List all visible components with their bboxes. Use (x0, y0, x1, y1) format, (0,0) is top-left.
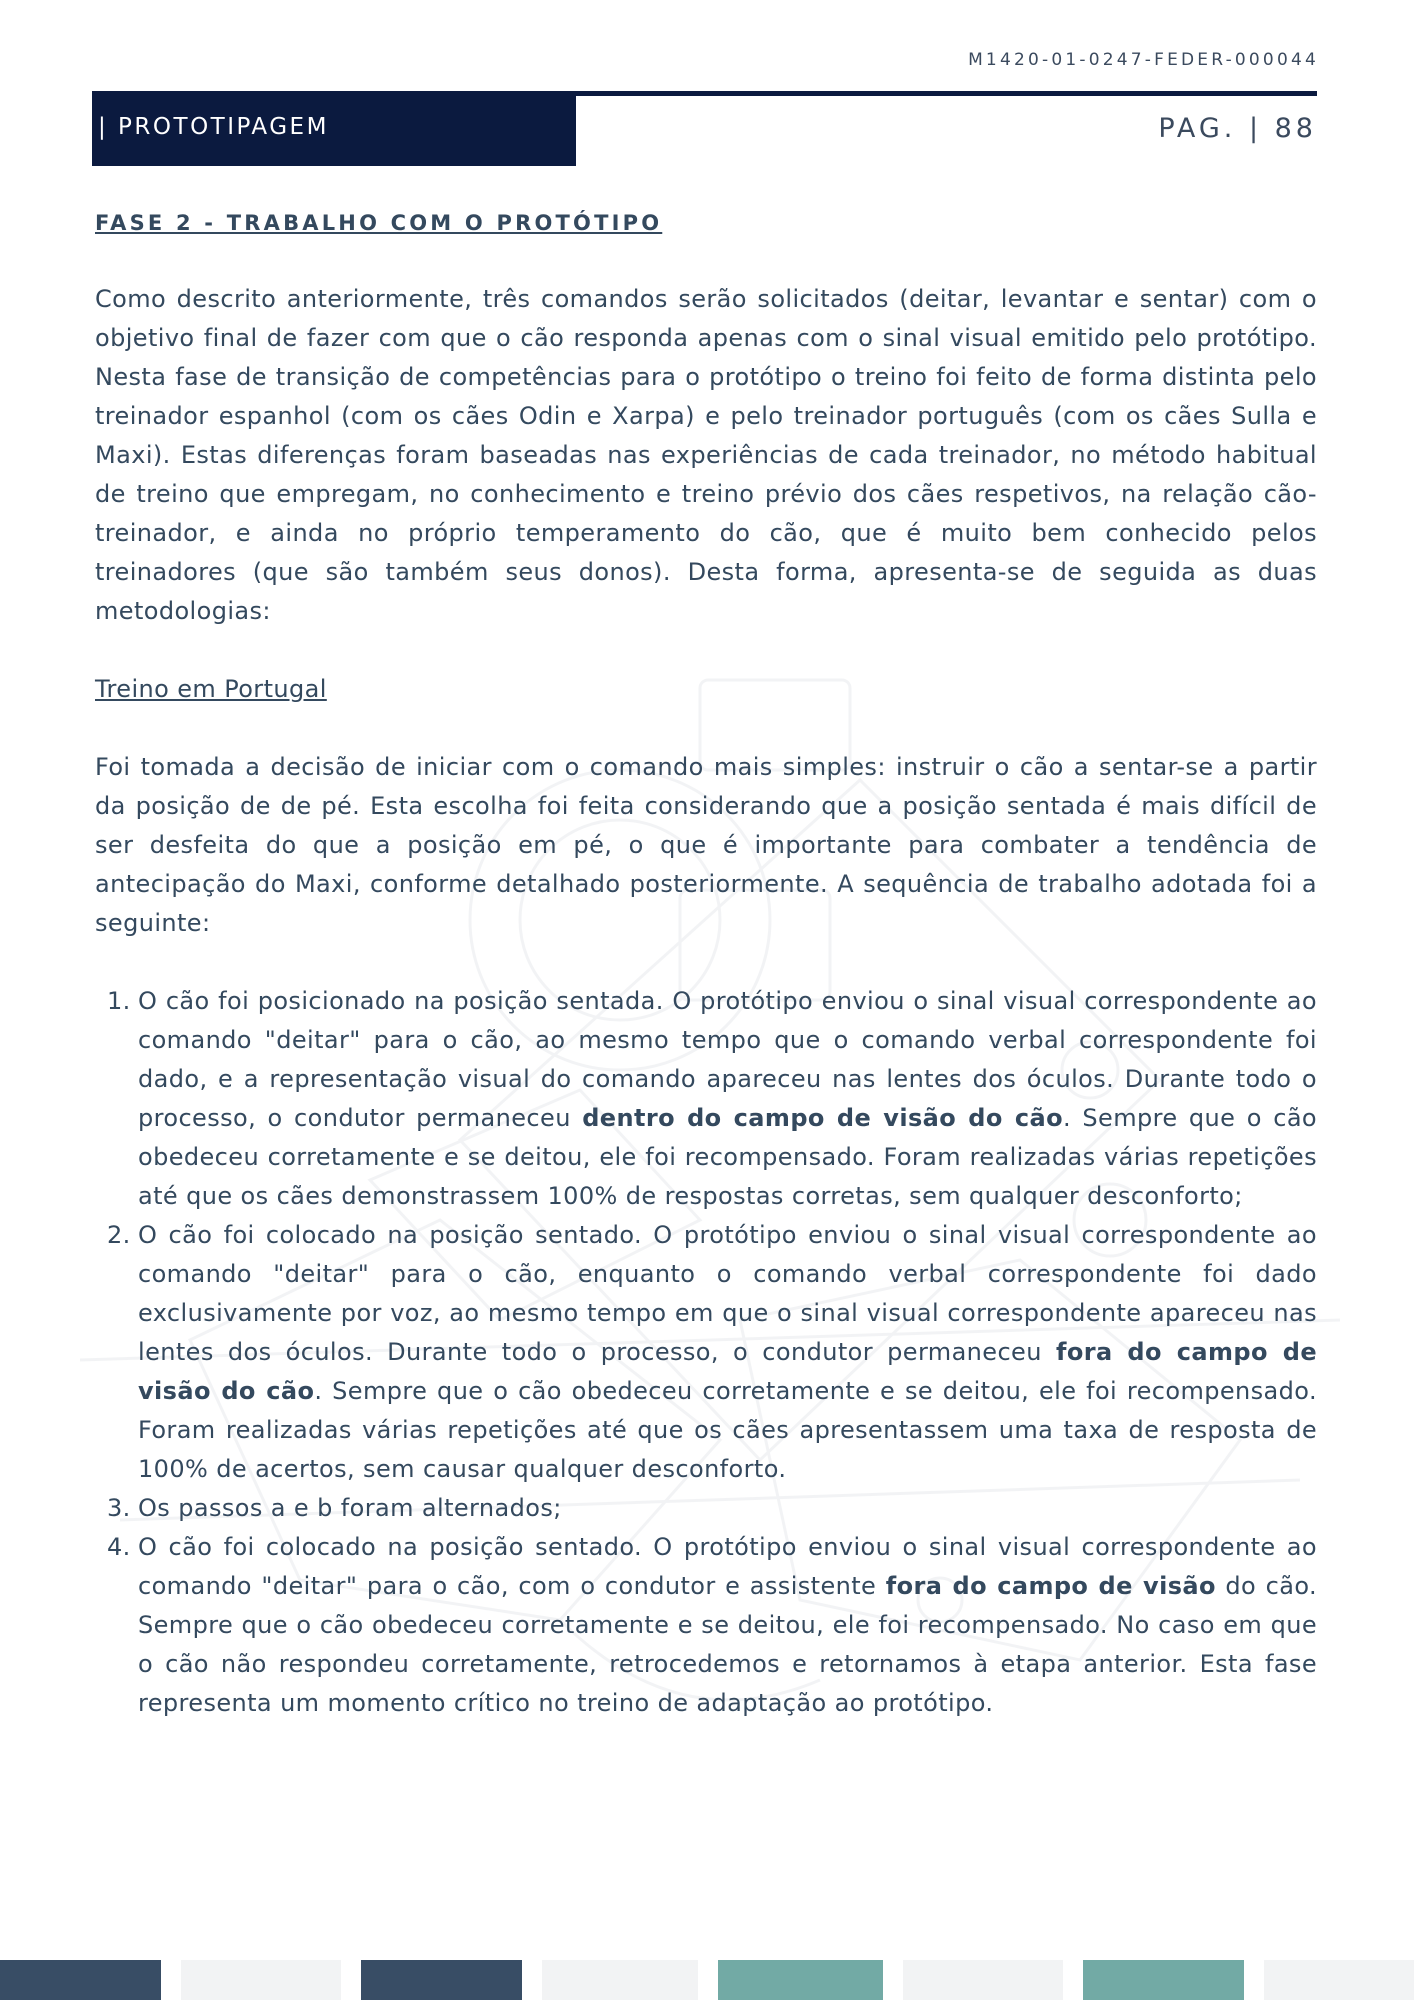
step-text-end: . Sempre que o cão obedeceu corretamente e se deitou, ele foi recompensado. Foram realizadas várias repetições até que os cães apresentassem uma taxa de resposta de 100% de acertos, sem causar qualquer desconforto. (138, 1377, 1317, 1483)
subheading-treino-portugal: Treino em Portugal (95, 675, 327, 703)
document-code: M1420-01-0247-FEDER-000044 (968, 50, 1319, 70)
intro-paragraph: Como descrito anteriormente, três comandos serão solicitados (deitar, levantar e sentar) com o objetivo final de fazer com que o cão responda apenas com o sinal visual emitido pelo protótipo. Nesta fase de transição de competências para o protótipo o treino foi feito de forma distinta pelo treinador espanhol (com os cães Odin e Xarpa) e pelo treinador português (com os cães Sulla e Maxi). Estas diferenças foram baseadas nas experiências de cada treinador, no método habitual de treino que empregam, no conhecimento e treino prévio dos cães respetivos, na relação cão-treinador, e ainda no próprio temperamento do cão, que é muito bem conhecido pelos treinadores (que são também seus donos). Desta forma, apresenta-se de seguida as duas metodologias: (95, 285, 1317, 625)
step-number: 4. (107, 1533, 131, 1561)
step-text: O cão foi posicionado na posição sentada. O protótipo enviou o sinal visual correspondente ao comando "deitar" para o cão, ao mesmo tempo que o comando verbal correspondente foi dado, e a representação visual do comando apareceu nas lentes dos óculos. Durante todo o processo, o condutor permaneceu (138, 987, 1317, 1132)
body-content (95, 280, 1317, 1723)
step-emphasis: dentro do campo de visão do cão (582, 1104, 1063, 1132)
step-text: O cão foi colocado na posição sentado. O protótipo enviou o sinal visual correspondente ao comando "deitar" para o cão, com o condutor e assistente (138, 1533, 1317, 1600)
step-number: 3. (107, 1494, 131, 1522)
step-emphasis: fora do campo de visão do cão (138, 1338, 1317, 1405)
step-number: 2. (107, 1221, 131, 1249)
footer-block (0, 1960, 161, 2000)
step-emphasis: fora do campo de visão (885, 1572, 1216, 1600)
step-text: Os passos a e b foram alternados; (138, 1494, 562, 1522)
footer-block (718, 1960, 883, 2000)
page-number: PAG. | 88 (1158, 113, 1317, 144)
footer-block (542, 1960, 698, 2000)
step-item (95, 1216, 1317, 1489)
footer-block (903, 1960, 1063, 2000)
step-text-end: . Sempre que o cão obedeceu corretamente e se deitou, ele foi recompensado. Foram realizadas várias repetições até que os cães demonstrassem 100% de respostas corretas, sem qualquer desconforto; (138, 1104, 1318, 1210)
footer-block (1264, 1960, 1414, 2000)
footer-block (361, 1960, 522, 2000)
step-text-end: do cão. Sempre que o cão obedeceu corretamente e se deitou, ele foi recompensado. No caso em que o cão não respondeu corretamente, retrocedemos e retornamos à etapa anterior. Esta fase representa um momento crítico no treino de adaptação ao protótipo. (138, 1572, 1318, 1717)
step-item (95, 1528, 1317, 1723)
section-tag: | PROTOTIPAGEM (92, 91, 576, 166)
decision-paragraph: Foi tomada a decisão de iniciar com o comando mais simples: instruir o cão a sentar-se a partir da posição de de pé. Esta escolha foi feita considerando que a posição sentada é mais difícil de ser desfeita do que a posição em pé, o que é importante para combater a tendência de antecipação do Maxi, conforme detalhado posteriormente. A sequência de trabalho adotada foi a seguinte: (95, 753, 1317, 937)
step-item (95, 982, 1317, 1216)
step-number: 1. (107, 987, 131, 1015)
section-title: FASE 2 - TRABALHO COM O PROTÓTIPO (95, 211, 663, 235)
step-text: O cão foi colocado na posição sentado. O protótipo enviou o sinal visual correspondente ao comando "deitar" para o cão, enquanto o comando verbal correspondente foi dado exclusivamente por voz, ao mesmo tempo em que o sinal visual correspondente apareceu nas lentes dos óculos. Durante todo o processo, o condutor permaneceu (138, 1221, 1317, 1366)
step-item (95, 1489, 1317, 1528)
footer-block (1083, 1960, 1244, 2000)
footer-block (181, 1960, 341, 2000)
steps-list (95, 982, 1317, 1723)
footer-color-blocks (0, 1960, 1414, 2000)
